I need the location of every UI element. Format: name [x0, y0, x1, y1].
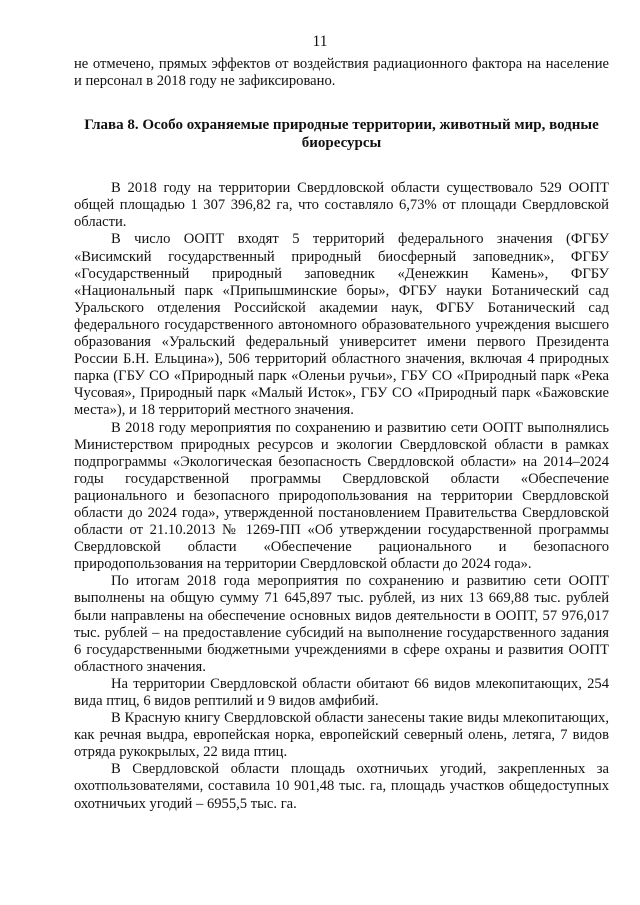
paragraph-program: В 2018 году мероприятия по сохранению и развитию сети ООПТ выполнялись Министерством природных ресурсов и экологии Свердловской области в рамках подпрограммы «Экологическая безопасность Свердловской области» на 2014–2024 годы государственной программы Свердловской области «Обеспечение рационального и безопасного природопользования на территории Свердловской области до 2024 года», утвержденной постановлением Правительства Свердловской области от 21.10.2013 № 1269-ПП «Об утверждении государственной программы Свердловской области «Обеспечение рационального и безопасного природопользования на территории Свердловской области до 2024 года».: [74, 419, 609, 573]
paragraph-red-book: В Красную книгу Свердловской области занесены такие виды млекопитающих, как речная выдра, европейская норка, европейский северный олень, летяга, 7 видов отряда рукокрылых, 22 вида птиц.: [74, 710, 609, 761]
paragraph-funding: По итогам 2018 года мероприятия по сохранению и развитию сети ООПТ выполнены на общую сумму 71 645,897 тыс. рублей, из них 13 669,88 тыс. рублей были направлены на обеспечение основных видов деятельности в ООПТ, 57 976,017 тыс. рублей – на предоставление субсидий на выполнение государственного задания 6 государственными бюджетными учреждениями в сфере охраны и развития ООПТ областного значения.: [74, 573, 609, 675]
chapter-heading: Глава 8. Особо охраняемые природные территории, животный мир, водные биоресурсы: [84, 117, 599, 151]
paragraph-oopt-list: В число ООПТ входят 5 территорий федерального значения (ФГБУ «Висимский государственный природный биосферный заповедник», ФГБУ «Государственный природный заповедник «Денежкин Камень», ФГБУ «Национальный парк «Припышминские боры», ФГБУ науки Ботанический сад Уральского отделения Российской академии наук, ФГБУ Ботанический сад федерального государственного автономного образовательного учреждения высшего образования «Уральский федеральный университет имени первого Президента России Б.Н. Ельцина»), 506 территорий областного значения, включая 4 природных парка (ГБУ СО «Природный парк «Оленьи ручьи», ГБУ СО «Природный парк «Река Чусовая», Природный парк «Малый Исток», ГБУ СО «Природный парк «Бажовские места»), и 18 территорий местного значения.: [74, 231, 609, 419]
paragraph-hunting-grounds: В Свердловской области площадь охотничьих угодий, закрепленных за охотпользователями, составила 10 901,48 тыс. га, площадь участков общедоступных охотничьих угодий – 6955,5 тыс. га.: [74, 761, 609, 812]
paragraph-oopt-count: В 2018 году на территории Свердловской области существовало 529 ООПТ общей площадью 1 307 396,82 га, что составляло 6,73% от площади Свердловской области.: [74, 180, 609, 231]
intro-paragraph: не отмечено, прямых эффектов от воздействия радиационного фактора на население и персонал в 2018 году не зафиксировано.: [74, 56, 609, 90]
paragraph-fauna: На территории Свердловской области обитают 66 видов млекопитающих, 254 вида птиц, 6 видов рептилий и 9 видов амфибий.: [74, 675, 609, 709]
document-body: [74, 56, 609, 813]
page-number: 11: [312, 33, 328, 50]
